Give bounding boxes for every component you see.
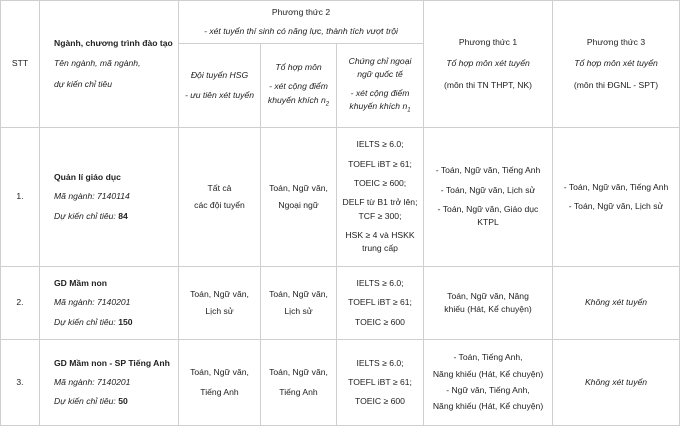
method-2-title: Phương thức 2 xyxy=(271,6,331,17)
certificate-item: TOEFL iBT ≥ 61; xyxy=(348,376,412,387)
hsg-line-2: Lịch sử xyxy=(205,306,234,316)
method-1-item: Toán, Ngữ văn, Năng khiếu (Hát, Kể chuyện) xyxy=(444,290,532,314)
certificate-title: Chứng chỉ ngoại ngữ quốc tế xyxy=(348,55,412,79)
hsg-line-1: Toán, Ngữ văn, xyxy=(190,367,249,378)
row-stt: 1. xyxy=(1,128,40,267)
header-method-2 xyxy=(179,1,424,44)
row-method-3 xyxy=(553,128,680,267)
method-1-line2: (môn thi TN THPT, NK) xyxy=(444,79,533,90)
method-1-item: Năng khiếu (Hát, Kể chuyện) xyxy=(432,401,544,412)
program-code xyxy=(54,376,174,389)
header-certificate xyxy=(337,44,424,128)
header-method-1 xyxy=(424,1,553,128)
program-quota-value: 150 xyxy=(118,316,133,327)
certificate-item: HSK ≥ 4 và HSKK trung cấp xyxy=(345,229,415,254)
program-quota xyxy=(54,316,174,329)
subject-combo-sub xyxy=(265,80,332,109)
hsg-line-1: Toán, Ngữ văn, xyxy=(190,288,249,299)
row-subject-combo xyxy=(261,128,337,267)
program-code xyxy=(54,296,174,309)
header-row-1 xyxy=(1,1,680,44)
header-program xyxy=(40,1,179,128)
header-stt: STT xyxy=(1,1,40,128)
method-1-item: Năng khiếu (Hát, Kể chuyện) xyxy=(432,368,544,379)
method-2-subtitle: - xét tuyển thí sinh có năng lực, thành tích vượt trội xyxy=(204,26,398,36)
header-program-sub2: dự kiến chỉ tiêu xyxy=(54,78,112,89)
row-hsg xyxy=(179,340,261,426)
row-stt: 2. xyxy=(1,267,40,340)
program-name: GD Mầm non - SP Tiếng Anh xyxy=(54,357,170,368)
program-quota-label: Dự kiến chỉ tiêu: xyxy=(54,396,119,407)
header-hsg xyxy=(179,44,261,128)
table-row xyxy=(1,340,680,426)
hsg-line-1: Tất cả xyxy=(207,182,232,193)
method-1-item: - Toán, Tiếng Anh, xyxy=(453,352,523,363)
method-1-title: Phương thức 1 xyxy=(458,37,518,48)
program-quota-value: 50 xyxy=(118,396,128,407)
method-3-line1: Tổ hợp môn xét tuyển xyxy=(574,58,658,69)
method-1-item: - Toán, Ngữ văn, Tiếng Anh xyxy=(435,165,541,176)
combo-line-1: Toán, Ngữ văn, xyxy=(269,288,328,299)
certificate-sub-index: 1 xyxy=(407,108,411,115)
certificate-item: TOEIC ≥ 600 xyxy=(355,316,405,327)
row-certificates xyxy=(337,267,424,340)
header-program-sub1: Tên ngành, mã ngành, xyxy=(54,58,141,69)
program-quota-label: Dự kiến chỉ tiêu: xyxy=(54,210,119,221)
certificate-item: IELTS ≥ 6.0; xyxy=(356,357,404,368)
method-3-item: - Toán, Ngữ văn, Tiếng Anh xyxy=(563,181,669,192)
program-code-label: Mã ngành: xyxy=(54,191,97,202)
method-3-item: - Toán, Ngữ văn, Lịch sử xyxy=(568,201,664,211)
method-1-line1: Tổ hợp môn xét tuyển xyxy=(446,58,530,69)
hsg-line-2: Tiếng Anh xyxy=(200,386,239,397)
row-method-1 xyxy=(424,340,553,426)
certificate-sub-text: - xét cộng điểm khuyến khích n xyxy=(349,88,410,112)
combo-line-2: Tiếng Anh xyxy=(279,386,318,397)
certificate-sub xyxy=(341,87,419,116)
program-quota xyxy=(54,210,174,223)
table-row xyxy=(1,128,680,267)
certificate-item: IELTS ≥ 6.0; xyxy=(356,139,404,150)
header-program-title: Ngành, chương trình đào tạo xyxy=(54,38,173,49)
certificate-item: IELTS ≥ 6.0; xyxy=(356,278,404,289)
method-1-item: - Toán, Ngữ văn, Giáo dục KTPL xyxy=(437,204,539,228)
method-3-line2: (môn thi ĐGNL - SPT) xyxy=(573,79,659,90)
combo-line-1: Toán, Ngữ văn, xyxy=(269,367,328,378)
program-quota-value: 84 xyxy=(118,210,128,221)
row-certificates xyxy=(337,340,424,426)
certificate-item: TOEIC ≥ 600; xyxy=(353,178,407,189)
program-code xyxy=(54,190,174,203)
row-subject-combo xyxy=(261,340,337,426)
program-name: GD Mầm non xyxy=(54,278,107,289)
row-method-1 xyxy=(424,267,553,340)
row-subject-combo xyxy=(261,267,337,340)
certificate-item: DELF từ B1 trở lên; TCF ≥ 300; xyxy=(342,197,418,221)
method-1-item: - Toán, Ngữ văn, Lịch sử xyxy=(440,184,536,195)
row-method-3: Không xét tuyển xyxy=(553,340,680,426)
program-name: Quản lí giáo dục xyxy=(54,172,121,183)
row-method-1 xyxy=(424,128,553,267)
row-certificates xyxy=(337,128,424,267)
program-code-label: Mã ngành: xyxy=(54,376,97,387)
row-stt: 3. xyxy=(1,340,40,426)
program-code-value: 7140201 xyxy=(97,376,131,387)
table-row xyxy=(1,267,680,340)
header-method-3 xyxy=(553,1,680,128)
hsg-sub: - ưu tiên xét tuyển xyxy=(185,89,254,100)
row-program xyxy=(40,128,179,267)
method-3-title: Phương thức 3 xyxy=(586,37,646,48)
program-code-label: Mã ngành: xyxy=(54,297,97,308)
row-program xyxy=(40,340,179,426)
subject-combo-title: Tổ hợp môn xyxy=(275,62,322,73)
certificate-item: TOEFL iBT ≥ 61; xyxy=(348,297,412,308)
hsg-line-2: các đội tuyển xyxy=(194,200,245,210)
hsg-title: Đội tuyển HSG xyxy=(190,70,249,81)
row-hsg xyxy=(179,128,261,267)
row-program xyxy=(40,267,179,340)
subject-combo-sub-text: - xét cộng điểm khuyến khích n xyxy=(267,81,328,105)
row-method-3: Không xét tuyển xyxy=(553,267,680,340)
combo-line-1: Toán, Ngữ văn, xyxy=(269,182,328,193)
header-subject-combo xyxy=(261,44,337,128)
program-quota xyxy=(54,395,174,408)
certificate-item: TOEFL iBT ≥ 61; xyxy=(348,158,412,169)
row-hsg xyxy=(179,267,261,340)
program-quota-label: Dự kiến chỉ tiêu: xyxy=(54,316,119,327)
subject-combo-sub-index: 2 xyxy=(325,101,330,108)
method-1-item: - Ngữ văn, Tiếng Anh, xyxy=(446,385,530,395)
combo-line-2: Ngoại ngữ xyxy=(278,200,319,210)
combo-line-2: Lịch sử xyxy=(284,306,313,316)
program-code-value: 7140201 xyxy=(97,297,131,308)
certificate-item: TOEIC ≥ 600 xyxy=(355,396,405,407)
program-code-value: 7140114 xyxy=(97,191,130,202)
